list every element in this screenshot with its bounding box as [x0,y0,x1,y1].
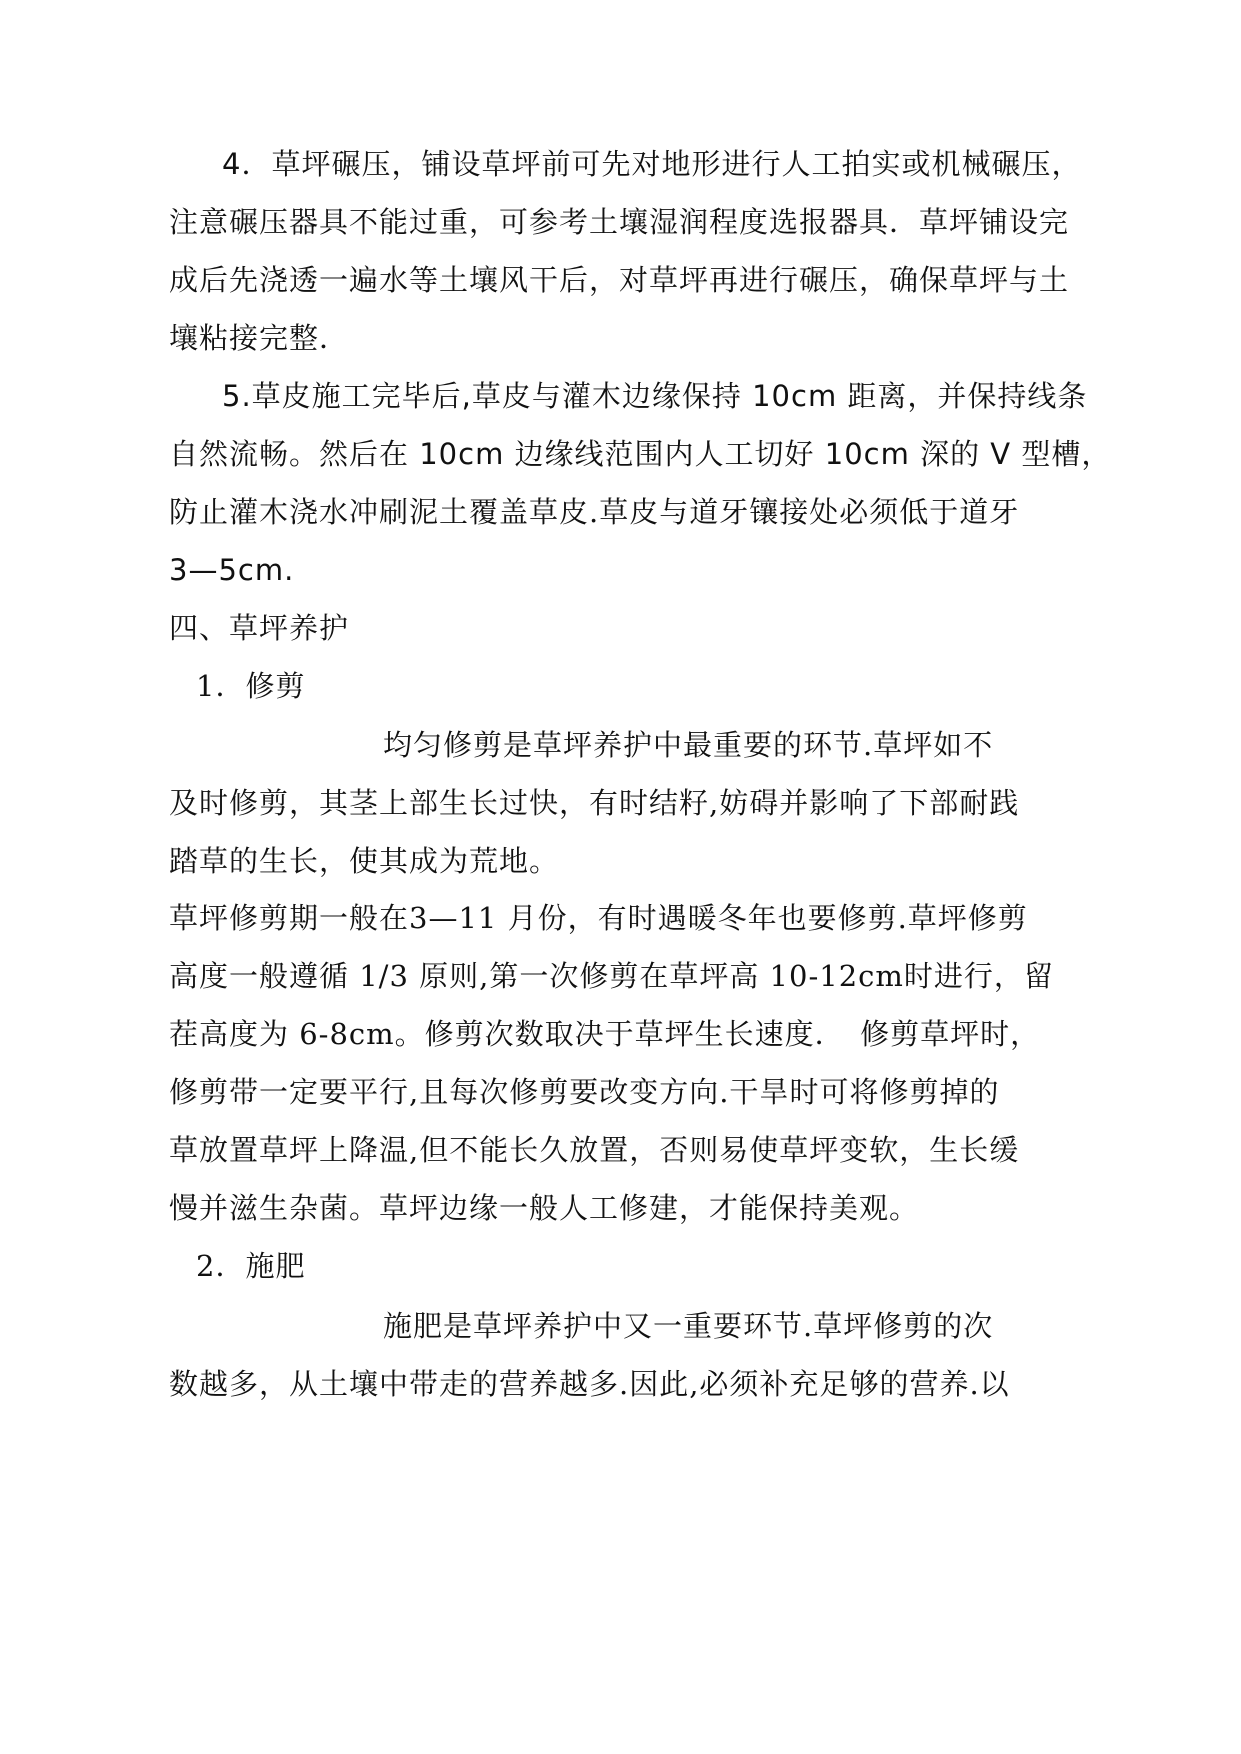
section-heading: 四、草坪养护 [169,611,350,645]
item-1-p2-line-3: 茬高度为 6-8cm。修剪次数取决于草坪生长速度． 修剪草坪时， [169,1017,1041,1051]
item-1-p1-line-1: 均匀修剪是草坪养护中最重要的环节.草坪如不 [383,728,994,762]
item-1-p2-line-5: 草放置草坪上降温,但不能长久放置，否则易使草坪变软，生长缓 [169,1133,1020,1167]
item-1-p2-line-4: 修剪带一定要平行,且每次修剪要改变方向.干旱时可将修剪掉的 [169,1075,1000,1109]
item-2-p1-line-2: 数越多，从土壤中带走的营养越多.因此,必须补充足够的营养.以 [169,1367,1010,1401]
sec5-line-1: 5.草皮施工完毕后,草皮与灌木边缘保持 10cm 距离，并保持线条 [222,379,1088,413]
sec4-line-2: 注意碾压器具不能过重，可参考土壤湿润程度选报器具．草坪铺设完 [169,205,1070,239]
sec4-line-3: 成后先浇透一遍水等土壤风干后，对草坪再进行碾压，确保草坪与土 [169,263,1070,297]
sec5-line-4: 3—5cm. [169,553,295,587]
item-1-title: 1．修剪 [196,669,306,703]
sec4-line-1: 4．草坪碾压，铺设草坪前可先对地形进行人工拍实或机械碾压， [222,147,1082,181]
sec4-line-4: 壤粘接完整． [169,321,350,355]
item-1-p2-line-6: 慢并滋生杂菌。草坪边缘一般人工修建，才能保持美观。 [169,1191,920,1225]
item-2-title: 2．施肥 [196,1249,306,1283]
item-1-p2-line-1: 草坪修剪期一般在3—11 月份，有时遇暖冬年也要修剪.草坪修剪 [169,901,1028,935]
item-1-p2-line-2: 高度一般遵循 1/3 原则,第一次修剪在草坪高 10-12cm时进行，留 [169,959,1054,993]
item-1-p1-line-2: 及时修剪，其茎上部生长过快，有时结籽,妨碍并影响了下部耐践 [169,786,1020,820]
item-2-p1-line-1: 施肥是草坪养护中又一重要环节.草坪修剪的次 [383,1309,994,1343]
item-1-p1-line-3: 踏草的生长，使其成为荒地。 [169,844,560,878]
sec5-line-3: 防止灌木浇水冲刷泥土覆盖草皮.草皮与道牙镶接处必须低于道牙 [169,495,1020,529]
sec5-line-2: 自然流畅。然后在 10cm 边缘线范围内人工切好 10cm 深的 V 型槽， [169,437,1112,471]
